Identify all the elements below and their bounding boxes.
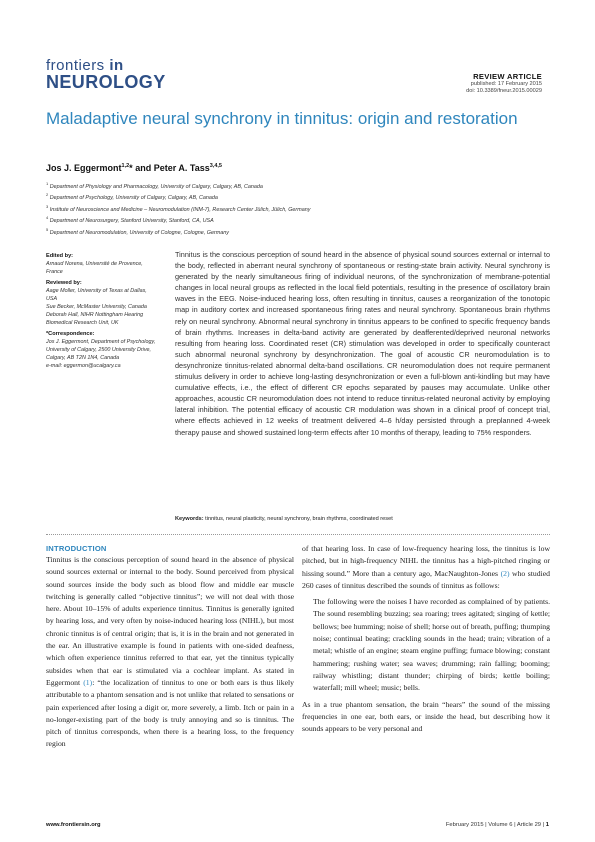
affiliation [46,214,556,225]
affiliation-text: Department of Neuromodulation, University of Cologne, Cologne, Germany [49,229,229,236]
author-affil-sup: 1,2 [121,163,130,169]
affiliation [46,226,556,237]
reviewer: Sue Becker, McMaster University, Canada [46,304,147,310]
affiliation [46,203,556,214]
edited-by-heading: Edited by: [46,253,74,259]
affiliations [46,180,556,237]
introduction-heading: INTRODUCTION [46,544,107,553]
article-info [466,72,542,95]
author-eggermont[interactable]: Jos J. Eggermont [46,163,122,173]
publication-date: published: 17 February 2015 [470,81,542,87]
block-quote: The following were the noises I have recorded as complained of by patients. The sound resembling buzzing; sea roaring; trees agitated; singing of kettle; bellows; bee humming; noise of shell; horse out of breath, puffing; thumping noise; continual beating; crackling sounds in the head; train; vibration of a metal; whistle of an engine; steam engine puffing; furnace blowing; constant hammering; rushing water; sea waves; drumming; rain falling; booming; railway whistling; distant thunder; chirping of birds; kettle boiling; waterfall; mill wheel; music; bells. [313,597,550,693]
footer-website[interactable]: www.frontiersin.org [46,822,101,828]
doi-link[interactable]: doi: 10.3389/fneur.2015.00029 [466,88,542,94]
correspondence-address: Jos J. Eggermont, Department of Psychology, University of Calgary, 2500 University Drive, Calgary, AB T2N 1N4, Canada [46,339,156,361]
intro-paragraph [46,554,294,751]
keywords-label: Keywords: [175,516,204,522]
affiliation-number: 2 [46,192,49,198]
logo-frontiers [46,58,176,73]
article-type: REVIEW ARTICLE [473,72,542,81]
citation-link[interactable]: (2) [500,568,510,578]
keywords [175,516,393,522]
author-affil-sup: 3,4,5 [209,163,222,169]
footer-citation: February 2015 | Volume 6 | Article 29 | [445,822,546,828]
editorial-sidebar [46,249,158,370]
author-and: and [132,163,154,173]
author-tass[interactable]: Peter A. Tass [153,163,210,173]
affiliation [46,180,556,191]
affiliation-number: 5 [46,226,49,232]
affiliation-number: 4 [46,215,49,221]
affiliation-number: 3 [46,203,49,209]
affiliation-text: Department of Neurosurgery, Stanford University, Stanford, CA, USA [49,217,214,224]
abstract: Tinnitus is the conscious perception of sound heard in the absence of physical sound sources external or internal to the body, reflected in aberrant neural synchrony of spontaneous or resting-state brain activity. Neural synchrony is generated by the nearly simultaneous firing of individual neurons, of the synchronization of membrane-potential changes in local neural groups as reflected in the local field potentials, resulting in the presence of oscillatory brain waves in the EEG. Noise-induced hearing loss, often resulting in tinnitus, causes a reorganization of the tonotopic map in auditory cortex and increased spontaneous firing rates and neural synchrony. Spontaneous brain rhythms rely on neural synchrony. Abnormal neural synchrony in tinnitus appears to be confined to specific frequency bands of brain rhythms. Increases in delta-band activity are generated by deafferented/deprived neuronal networks resulting from hearing loss. Coordinated reset (CR) stimulation was developed in order to specifically counteract such abnormal neuronal synchrony by desynchronization. The goal of acoustic CR neuromodulation is to desynchronize tinnitus-related abnormal delta-band oscillations. CR neuromodulation does not require permanent stimulus delivery in order to achieve long-lasting desynchronization or even a full-blown anti-kindling but may have cumulative effects, i.e., the effect of different CR epochs separated by pauses may accumulate. Unlike other approaches, acoustic CR neuromodulation does not intend to reduce tinnitus-related neuronal activity by employing lateral inhibition. The potential efficacy of acoustic CR modulation was shown in a clinical proof of concept trial, where effects achieved in 12 weeks of treatment delivered 4–6 h/day persisted through a preplanned 4-week therapy pause and showed sustained long-term effects after 10 months of therapy, leading to 75% responders. [175,250,550,437]
edited-by-text: Arnaud Norena, Université de Provence, France [46,261,143,275]
affiliation-text: Institute of Neuroscience and Medicine – Neuromodulation (INM-7), Research Center Jülich, Jülich, Germany [49,206,311,213]
reviewed-by-heading: Reviewed by: [46,280,82,286]
keywords-text: tinnitus, neural plasticity, neural synchrony, brain rhythms, coordinated reset [203,516,393,522]
affiliation-text: Department of Physiology and Pharmacology, University of Calgary, Calgary, AB, Canada [49,183,263,190]
reviewer: Aage Moller, University of Texas at Dallas, USA [46,288,147,302]
affiliation [46,191,556,202]
section-divider [46,534,550,535]
logo-neurology: NEUROLOGY [46,72,166,92]
article-title: Maladaptive neural synchrony in tinnitus: origin and restoration [46,109,518,128]
corresponding-mark: * [129,163,133,173]
intro-paragraph [302,543,550,592]
intro-paragraph: As in a true phantom sensation, the brain “hears” the sound of the missing frequencies in one ear, both ears, or inside the head, but describing how it sounds appears to be very personal and [302,699,550,734]
page-number: 1 [545,822,549,828]
intro-text: of that hearing loss. In case of low-frequency hearing loss, the tinnitus is low pitched, but in high-frequency NIHL the tinnitus has a high-pitched ringing or hissing sound.” More than a century ago, MacNaughton-Jones [302,544,550,578]
footer-info [446,822,549,828]
logo-word-frontiers: frontiers [46,57,105,74]
reviewer: Deborah Hall, NIHR Nottingham Hearing Biomedical Research Unit, UK [46,312,144,326]
affiliation-text: Department of Psychology, University of Calgary, Calgary, AB, Canada [49,195,218,202]
affiliation-number: 1 [46,181,49,186]
intro-text: who studied 260 cases of tinnitus described the sounds of tinnitus as follows: [302,568,550,590]
intro-text: : “the localization of tinnitus to one or both ears is thus likely attributable to a phantom sensation and is not unlike that related to sensations or pain experienced after losing a digit or, more severely, a limb. Itch or pain in a no-longer-existing part of the body is truly annoying and so is tinnitus. The pitch of tinnitus corresponds, when there is a hearing loss, to the frequency region [46,677,294,749]
body-column-right [302,543,550,735]
body-column-left [46,543,294,751]
journal-logo [46,58,176,92]
correspondence-heading: *Correspondence: [46,331,95,337]
correspondence-email[interactable]: e-mail: eggermon@ucalgary.ca [46,363,121,369]
author-list [46,163,222,173]
intro-text: Tinnitus is the conscious perception of sound heard in the absence of physical sound sources external or internal to the body. Sound perceived from physical sound sources inside the body such as blood flow and middle ear muscle twitching is generally called “objective tinnitus”; we will not deal with those here. About 10–15% of adults experience tinnitus. Tinnitus is generally ignited by hearing loss, and very often by noise-induced hearing loss (NIHL), but most chronic tinnitus is of central origin; that is, it is in the brain and not generated in the ear. An illustrative example is found in patients with one-sided deafness, which often experience tinnitus referred to that ear, yet the tinnitus typically subsides when that ear is stimulated via a cochlear implant. As stated in Eggermont [46,555,294,687]
logo-word-in: in [104,57,124,74]
citation-link[interactable]: (1) [83,677,93,687]
